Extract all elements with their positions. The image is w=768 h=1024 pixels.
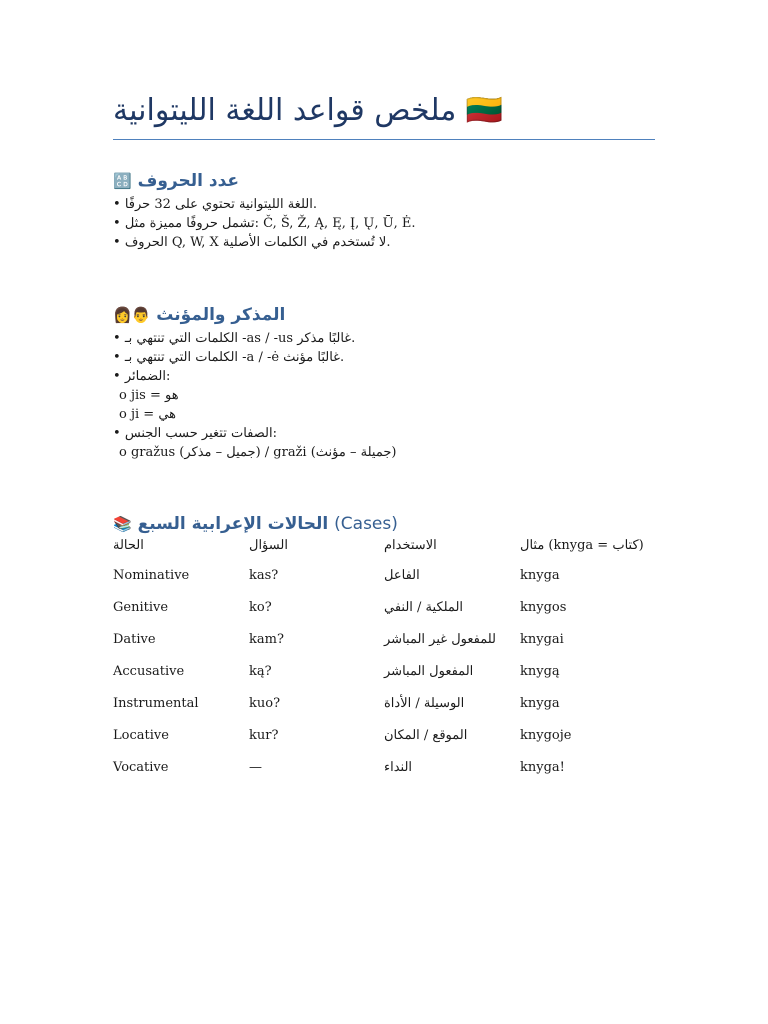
table-cell: Vocative xyxy=(113,760,169,775)
title-underline xyxy=(113,139,655,140)
column-header: الحالة xyxy=(113,538,144,553)
list-item: • اللغة الليتوانية تحتوي على 32 حرفًا. xyxy=(113,197,317,212)
table-cell: Instrumental xyxy=(113,696,199,711)
books-emoji-icon: 📚 xyxy=(113,515,132,533)
table-row xyxy=(113,600,660,632)
list-item: • الحروف Q, W, X لا تُستخدم في الكلمات الأصلية. xyxy=(113,235,391,250)
sub-list-item: o ji = هي xyxy=(119,407,177,422)
table-cell: المفعول المباشر xyxy=(384,664,474,679)
family-emoji-icon: 👨‍👩 xyxy=(113,306,151,324)
list-item: • الصفات تتغير حسب الجنس: xyxy=(113,426,277,441)
column-header: الاستخدام xyxy=(384,538,437,553)
section-heading-letters xyxy=(113,171,239,191)
column-header: السؤال xyxy=(249,538,288,553)
table-cell: الموقع / المكان xyxy=(384,728,468,743)
table-cell: kam? xyxy=(249,632,284,647)
section-heading-cases-text: الحالات الإعرابية السبع xyxy=(137,514,329,534)
table-cell: للمفعول غير المباشر xyxy=(384,632,496,647)
table-cell: Genitive xyxy=(113,600,169,615)
table-row xyxy=(113,760,660,792)
table-cell: knygai xyxy=(520,632,564,647)
table-cell: knyga xyxy=(520,568,560,583)
page-title: ملخص قواعد اللغة الليتوانية 🇱🇹 xyxy=(113,93,504,128)
section-heading-gender xyxy=(113,305,285,325)
table-row xyxy=(113,568,660,600)
table-cell: النداء xyxy=(384,760,413,775)
list-item: • تشمل حروفًا مميزة مثل: Č, Š, Ž, Ą, Ę, Į, Ų, Ū, Ė. xyxy=(113,216,416,231)
table-row xyxy=(113,664,660,696)
list-item: • الضمائر: xyxy=(113,369,171,384)
section-heading-cases-en: (Cases) xyxy=(334,514,398,534)
table-cell: الفاعل xyxy=(384,568,420,583)
cases-table xyxy=(113,538,660,792)
table-cell: knyga xyxy=(520,696,560,711)
table-cell: knygos xyxy=(520,600,567,615)
table-cell: Nominative xyxy=(113,568,190,583)
table-cell: knyga! xyxy=(520,760,565,775)
table-cell: kas? xyxy=(249,568,279,583)
table-cell: kuo? xyxy=(249,696,281,711)
list-item: • الكلمات التي تنتهي بـ -as / -us غالبًا مذكر. xyxy=(113,331,356,346)
table-row xyxy=(113,632,660,664)
table-cell: ką? xyxy=(249,664,272,679)
table-cell: الملكية / النفي xyxy=(384,600,464,615)
column-header: مثال (knyga = كتاب) xyxy=(520,538,644,553)
section-heading-cases xyxy=(113,514,398,534)
table-header-row xyxy=(113,538,660,568)
table-cell: الوسيلة / الأداة xyxy=(384,696,465,711)
table-cell: kur? xyxy=(249,728,279,743)
section-heading-letters-text: عدد الحروف xyxy=(137,171,240,191)
table-cell: Accusative xyxy=(113,664,185,679)
table-cell: Dative xyxy=(113,632,156,647)
list-item: • الكلمات التي تنتهي بـ -a / -ė غالبًا مؤنث. xyxy=(113,350,345,365)
section-heading-gender-text: المذكر والمؤنث xyxy=(156,305,286,325)
table-cell: ko? xyxy=(249,600,272,615)
letters-emoji-icon: 🔠 xyxy=(113,172,132,190)
sub-list-item: o gražus (جميل – مذكر) / graži (جميلة – مؤنث) xyxy=(119,445,397,460)
table-row xyxy=(113,696,660,728)
table-cell: — xyxy=(249,760,262,775)
sub-list-item: o jis = هو xyxy=(119,388,179,403)
table-cell: knygą xyxy=(520,664,560,679)
table-cell: knygoje xyxy=(520,728,572,743)
table-row xyxy=(113,728,660,760)
table-cell: Locative xyxy=(113,728,169,743)
